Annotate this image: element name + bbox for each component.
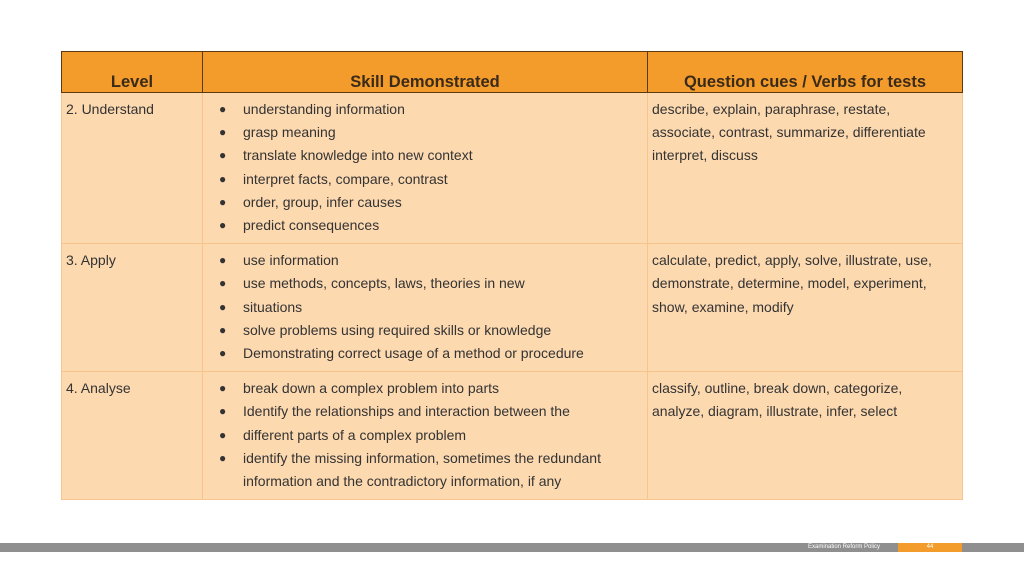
skills-cell [203, 93, 648, 244]
list-item: ● use methods, concepts, laws, theories in new [207, 272, 643, 295]
list-item: ● use information [207, 249, 643, 272]
bullet-icon: ● [219, 253, 227, 268]
bullet-icon: ● [219, 171, 227, 186]
verbs-line: classify, outline, break down, categorize, [652, 380, 903, 397]
level-cell: 2. Understand [62, 93, 203, 244]
verbs-line: associate, contrast, summarize, differentiate [652, 124, 926, 141]
verbs-line: show, examine, modify [652, 298, 794, 315]
bullet-icon: ● [219, 148, 227, 163]
table-header-row [62, 52, 963, 93]
bullet-icon: ● [219, 299, 227, 314]
list-item: ● grasp meaning [207, 121, 643, 144]
level-cell: 4. Analyse [62, 372, 203, 500]
verbs-cell [648, 244, 963, 372]
skills-list [207, 98, 643, 237]
verbs-line: interpret, discuss [652, 147, 758, 164]
list-item: ● break down a complex problem into parts [207, 377, 643, 400]
blooms-taxonomy-table [61, 51, 963, 500]
bullet-icon: ● [219, 381, 227, 396]
list-item: ● understanding information [207, 98, 643, 121]
list-item: ● Demonstrating correct usage of a method or procedure [207, 342, 643, 365]
verbs-line: calculate, predict, apply, solve, illustrate, use, [652, 252, 932, 269]
list-item: ● identify the missing information, sometimes the redundant [207, 447, 643, 470]
header-level: Level [62, 52, 203, 93]
bullet-icon: ● [219, 194, 227, 209]
skills-cell [203, 372, 648, 500]
list-item: ● translate knowledge into new context [207, 144, 643, 167]
bullet-icon: ● [219, 404, 227, 419]
verbs-cell [648, 372, 963, 500]
header-question-cues: Question cues / Verbs for tests [648, 52, 963, 93]
verbs-line: analyze, diagram, illustrate, infer, select [652, 403, 898, 420]
verbs-line: demonstrate, determine, model, experiment, [652, 275, 927, 292]
bullet-icon: ● [219, 125, 227, 140]
page-number: 44 [898, 543, 962, 552]
bullet-icon: ● [219, 450, 227, 465]
list-item: ● order, group, infer causes [207, 191, 643, 214]
table-row [62, 372, 963, 500]
bullet-icon: ● [219, 346, 227, 361]
skills-cell [203, 244, 648, 372]
bullet-icon: ● [219, 218, 227, 233]
bullet-icon: ● [219, 276, 227, 291]
footer-title: Examination Reform Policy [807, 544, 881, 550]
skills-list [207, 377, 643, 493]
bullet-icon: ● [219, 102, 227, 116]
list-item: ● predict consequences [207, 214, 643, 237]
list-item-continuation: information and the contradictory information, if any [243, 473, 562, 490]
bullet-icon: ● [219, 427, 227, 442]
bullet-icon: ● [219, 322, 227, 337]
header-skill-demonstrated: Skill Demonstrated [203, 52, 648, 93]
list-item: ● interpret facts, compare, contrast [207, 168, 643, 191]
level-cell: 3. Apply [62, 244, 203, 372]
verbs-line: describe, explain, paraphrase, restate, [652, 101, 891, 117]
table-row [62, 93, 963, 244]
list-item: ● solve problems using required skills or knowledge [207, 319, 643, 342]
list-item: ● Identify the relationships and interaction between the [207, 400, 643, 423]
verbs-cell [648, 93, 963, 244]
list-item: ● situations [207, 296, 643, 319]
list-item: ● different parts of a complex problem [207, 424, 643, 447]
skills-list [207, 249, 643, 365]
table-row [62, 244, 963, 372]
